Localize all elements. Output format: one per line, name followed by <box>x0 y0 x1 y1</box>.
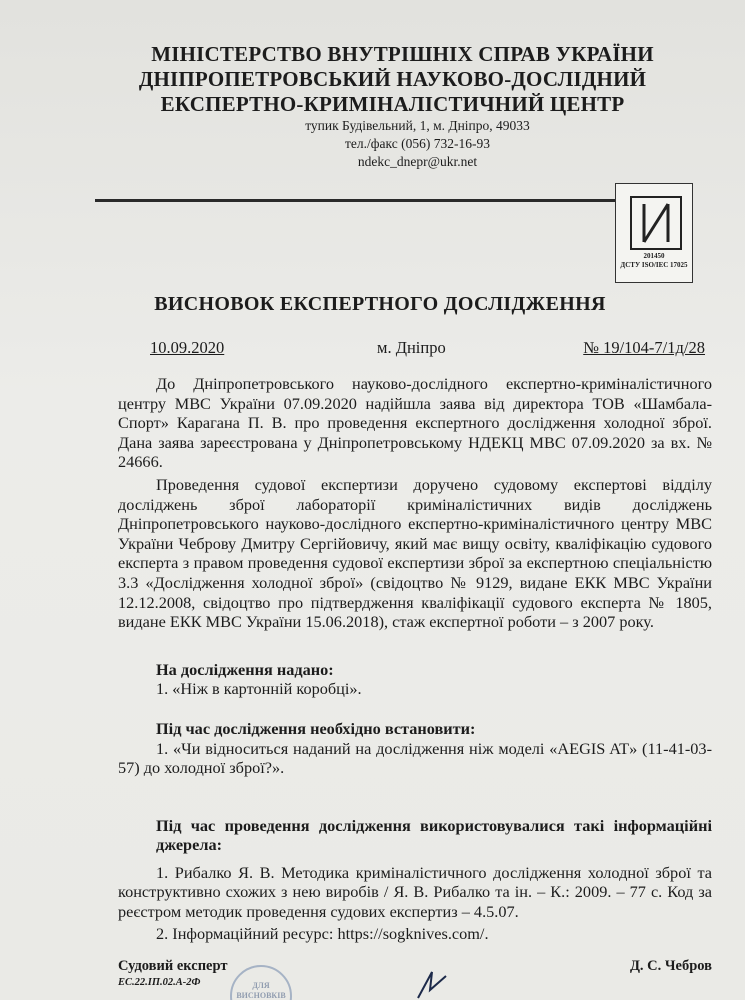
document-body <box>118 374 712 943</box>
email: ndekc_dnepr@ukr.net <box>357 154 478 169</box>
document-title: ВИСНОВОК ЕКСПЕРТНОГО ДОСЛІДЖЕННЯ <box>154 293 606 315</box>
accreditation-badge <box>615 183 693 283</box>
establish-heading: Під час дослідження необхідно встановити: <box>156 718 476 738</box>
official-stamp <box>230 965 292 1000</box>
establish-item: 1. «Чи відноситься наданий на дослідження ніж моделі «AEGIS AT» (11-41-03-57) до холодної зброї?». <box>118 738 712 778</box>
phone: тел./факс (056) 732-16-93 <box>345 136 490 151</box>
assignment-paragraph: Проведення судової експертизи доручено судовому експертові відділу досліджень зброї лабораторії криміналістичних видів досліджень Дніпропетровського науково-дослідного експертно-криміналістичного центру МВС України Чеброву Дмитру Сергійовичу, який має вищу освіту, кваліфікацію судового експерта з правом проведення судової експертизи зброї за експертною спеціальністю 3.3 «Дослідження холодної зброї» (свідоцтво № 9129, видане ЕКК МВС України 12.12.2008, свідоцтво про підтвердження кваліфікації судового експерта № 1805, видане ЕКК МВС України 15.06.2018), стаж експертної роботи – з 2007 року. <box>118 474 712 632</box>
source-item-1: 1. Рибалко Я. В. Методика криміналістичного дослідження холодної зброї та конструктивно схожих з нею виробів / Я. В. Рибалко та ін. – К.: 2009. – 77 с. Код за реєстром методик проведення судових експертиз – 4.5.07. <box>118 862 712 922</box>
header-divider <box>95 199 635 202</box>
stamp-text: ДЛЯ ВИСНОВКІВ <box>236 981 286 1000</box>
address: тупик Будівельний, 1, м. Дніпро, 49033 <box>305 118 530 133</box>
form-code: ЕС.22.ІП.02.А-2Ф <box>118 977 201 988</box>
center-name-line1: ДНІПРОПЕТРОВСЬКИЙ НАУКОВО-ДОСЛІДНИЙ <box>138 67 647 91</box>
expert-role: Судовий експерт <box>118 958 228 974</box>
document-date: 10.09.2020 <box>150 338 225 357</box>
ministry-name: МІНІСТЕРСТВО ВНУТРІШНІХ СПРАВ УКРАЇНИ <box>151 42 654 66</box>
document-city: м. Дніпро <box>377 338 446 357</box>
sources-heading: Під час проведення дослідження використовувалися такі інформаційні джерела: <box>156 815 712 855</box>
signature-icon <box>412 968 452 1000</box>
accreditation-standard: ДСТУ ISO/IEC 17025 <box>620 261 688 269</box>
accreditation-number: 201450 <box>643 252 665 260</box>
center-name-line2: ЕКСПЕРТНО-КРИМІНАЛІСТИЧНИЙ ЦЕНТР <box>160 92 625 116</box>
intro-paragraph: До Дніпропетровського науково-дослідного експертно-криміналістичного центру МВС України 07.09.2020 надійшла заява від директора ТОВ «Шамбала-Спорт» Карагана П. В. про проведення експертного дослідження холодної зброї. Дана заява зареєстрована у Дніпропетровському НДЕКЦ МВС 07.09.2020 за вх. № 24666. <box>118 374 712 472</box>
provided-heading: На дослідження надано: <box>156 659 334 679</box>
document-number: № 19/104-7/1д/28 <box>583 338 705 357</box>
accreditation-logo-icon <box>630 196 682 250</box>
source-item-2: 2. Інформаційний ресурс: https://sogknives.com/. <box>156 923 489 943</box>
expert-name: Д. С. Чебров <box>629 958 712 974</box>
letterhead <box>0 42 745 171</box>
provided-item: 1. «Ніж в картонній коробці». <box>156 679 362 699</box>
